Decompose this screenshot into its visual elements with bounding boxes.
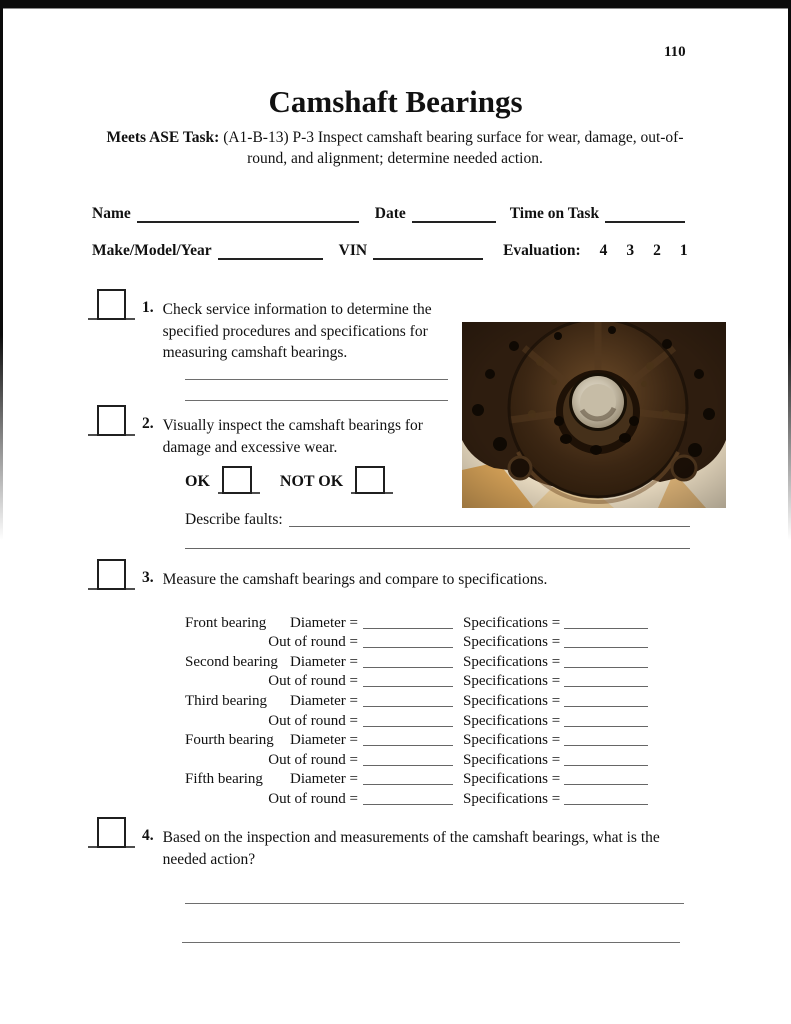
spec-blank[interactable] [564,672,648,687]
vin-label: VIN [338,242,368,259]
evaluation-score-2: 2 [653,242,661,259]
spec-blank[interactable] [564,712,648,727]
spec-label: Specifications = [463,771,561,788]
measure-blank[interactable] [363,751,453,766]
spec-blank[interactable] [564,653,648,668]
measure-label: Diameter = [289,653,358,670]
measurement-row [185,612,648,632]
task-3-text: Measure the camshaft bearings and compare to specifications. [162,571,548,588]
task-4-answer-line-2[interactable] [182,928,680,943]
measurement-row [185,632,648,652]
measure-blank[interactable] [363,653,453,668]
measure-blank[interactable] [363,790,453,805]
checkbox-square [355,466,385,494]
task-2 [88,406,471,458]
bearing-name: Fifth bearing [185,771,263,788]
measurement-row [185,690,648,710]
describe-faults-label: Describe faults: [185,511,283,528]
spec-blank[interactable] [564,692,648,707]
spec-label: Specifications = [463,692,561,709]
task-1-text: Check service information to determine the specified procedures and specifications for measuring camshaft bearings. [162,301,432,361]
evaluation-score-3: 3 [626,242,635,259]
engine-photo-illustration [462,322,726,508]
spec-blank[interactable] [564,731,648,746]
evaluation-label: Evaluation: [503,242,581,259]
measure-label: Diameter = [289,771,358,788]
checkbox-square [97,405,126,436]
make-model-year-blank[interactable] [218,243,323,260]
measure-blank[interactable] [363,692,453,707]
checkbox-square [97,289,126,320]
date-label: Date [374,205,406,222]
engine-block-camshaft-bearing-photo [462,322,726,508]
spec-blank[interactable] [564,790,648,805]
evaluation-score-1: 1 [679,242,688,259]
ok-not-ok-row [185,466,393,494]
left-page-border [0,0,3,540]
not-ok-label: NOT OK [279,473,344,490]
spec-blank[interactable] [564,751,648,766]
measure-label: Diameter = [289,614,358,631]
task-1-answer-line-1[interactable] [185,365,448,380]
ase-task-label: Meets ASE Task: [106,129,220,146]
measurement-row [185,769,648,789]
vin-blank[interactable] [373,243,483,260]
task-1-answer-line-2[interactable] [185,386,448,401]
measurement-row [185,710,648,730]
time-on-task-blank[interactable] [605,206,685,223]
spec-blank[interactable] [564,770,648,785]
describe-faults-line-1[interactable] [289,511,690,527]
task-4-answer-line-1[interactable] [185,889,684,904]
measure-label: Out of round = [268,790,358,807]
measure-blank[interactable] [363,672,453,687]
bearing-name: Second bearing [185,653,278,670]
spec-label: Specifications = [463,673,561,690]
ok-label: OK [185,473,210,490]
name-blank[interactable] [137,206,359,223]
task-3 [88,560,703,591]
measure-label: Out of round = [268,673,358,690]
task-2-checkbox[interactable] [88,406,135,436]
measurement-row [185,730,648,750]
measure-label: Diameter = [289,692,358,709]
describe-faults-line-2[interactable] [185,533,690,549]
checkbox-square [222,466,252,494]
ase-task-statement [95,127,695,169]
measure-label: Out of round = [268,634,358,651]
task-4-checkbox[interactable] [88,818,135,848]
task-4 [88,818,678,870]
evaluation-score-4: 4 [599,242,608,259]
page-title: Camshaft Bearings [268,84,523,119]
task-1-number: 1. [142,299,154,316]
task-1 [88,290,463,364]
task-4-text: Based on the inspection and measurements of the camshaft bearings, what is the needed action? [162,829,660,868]
measure-label: Out of round = [268,751,358,768]
measure-blank[interactable] [363,712,453,727]
spec-label: Specifications = [463,712,561,729]
task-3-checkbox[interactable] [88,560,135,590]
task-4-number: 4. [142,827,154,844]
time-on-task-label: Time on Task [509,205,600,222]
measurement-row [185,788,648,808]
spec-blank[interactable] [564,633,648,648]
header-fields-row-1 [92,205,692,223]
name-label: Name [92,205,131,222]
spec-label: Specifications = [463,751,561,768]
ok-checkbox[interactable] [218,466,260,494]
checkbox-square [97,559,126,590]
spec-label: Specifications = [463,732,561,749]
page-number: 110 [664,44,686,60]
date-blank[interactable] [412,206,496,223]
bearing-name: Fourth bearing [185,732,274,749]
spec-label: Specifications = [463,634,561,651]
measure-blank[interactable] [363,731,453,746]
task-2-text: Visually inspect the camshaft bearings for damage and excessive wear. [162,417,423,456]
measurement-row [185,749,648,769]
spec-label: Specifications = [463,614,561,631]
header-fields-row-2 [92,242,692,260]
ase-task-text: (A1-B-13) P-3 Inspect camshaft bearing surface for wear, damage, out-of-round, and alignment; determine needed action. [219,129,684,167]
bearing-name: Third bearing [185,692,268,709]
measure-label: Diameter = [289,732,358,749]
bearing-name: Front bearing [185,614,267,631]
make-model-year-label: Make/Model/Year [92,242,212,259]
measurement-row [185,671,648,691]
not-ok-checkbox[interactable] [351,466,393,494]
spec-blank[interactable] [564,614,648,629]
task-1-checkbox[interactable] [88,290,135,320]
measurement-table [185,612,648,808]
measure-label: Out of round = [268,712,358,729]
measure-blank[interactable] [363,614,453,629]
describe-faults-row [185,511,690,529]
measurement-row [185,651,648,671]
spec-label: Specifications = [463,653,561,670]
task-2-number: 2. [142,415,154,432]
spec-label: Specifications = [463,790,561,807]
header-divider-rule [0,0,791,9]
checkbox-square [97,817,126,848]
task-3-number: 3. [142,569,154,586]
measure-blank[interactable] [363,770,453,785]
measure-blank[interactable] [363,633,453,648]
